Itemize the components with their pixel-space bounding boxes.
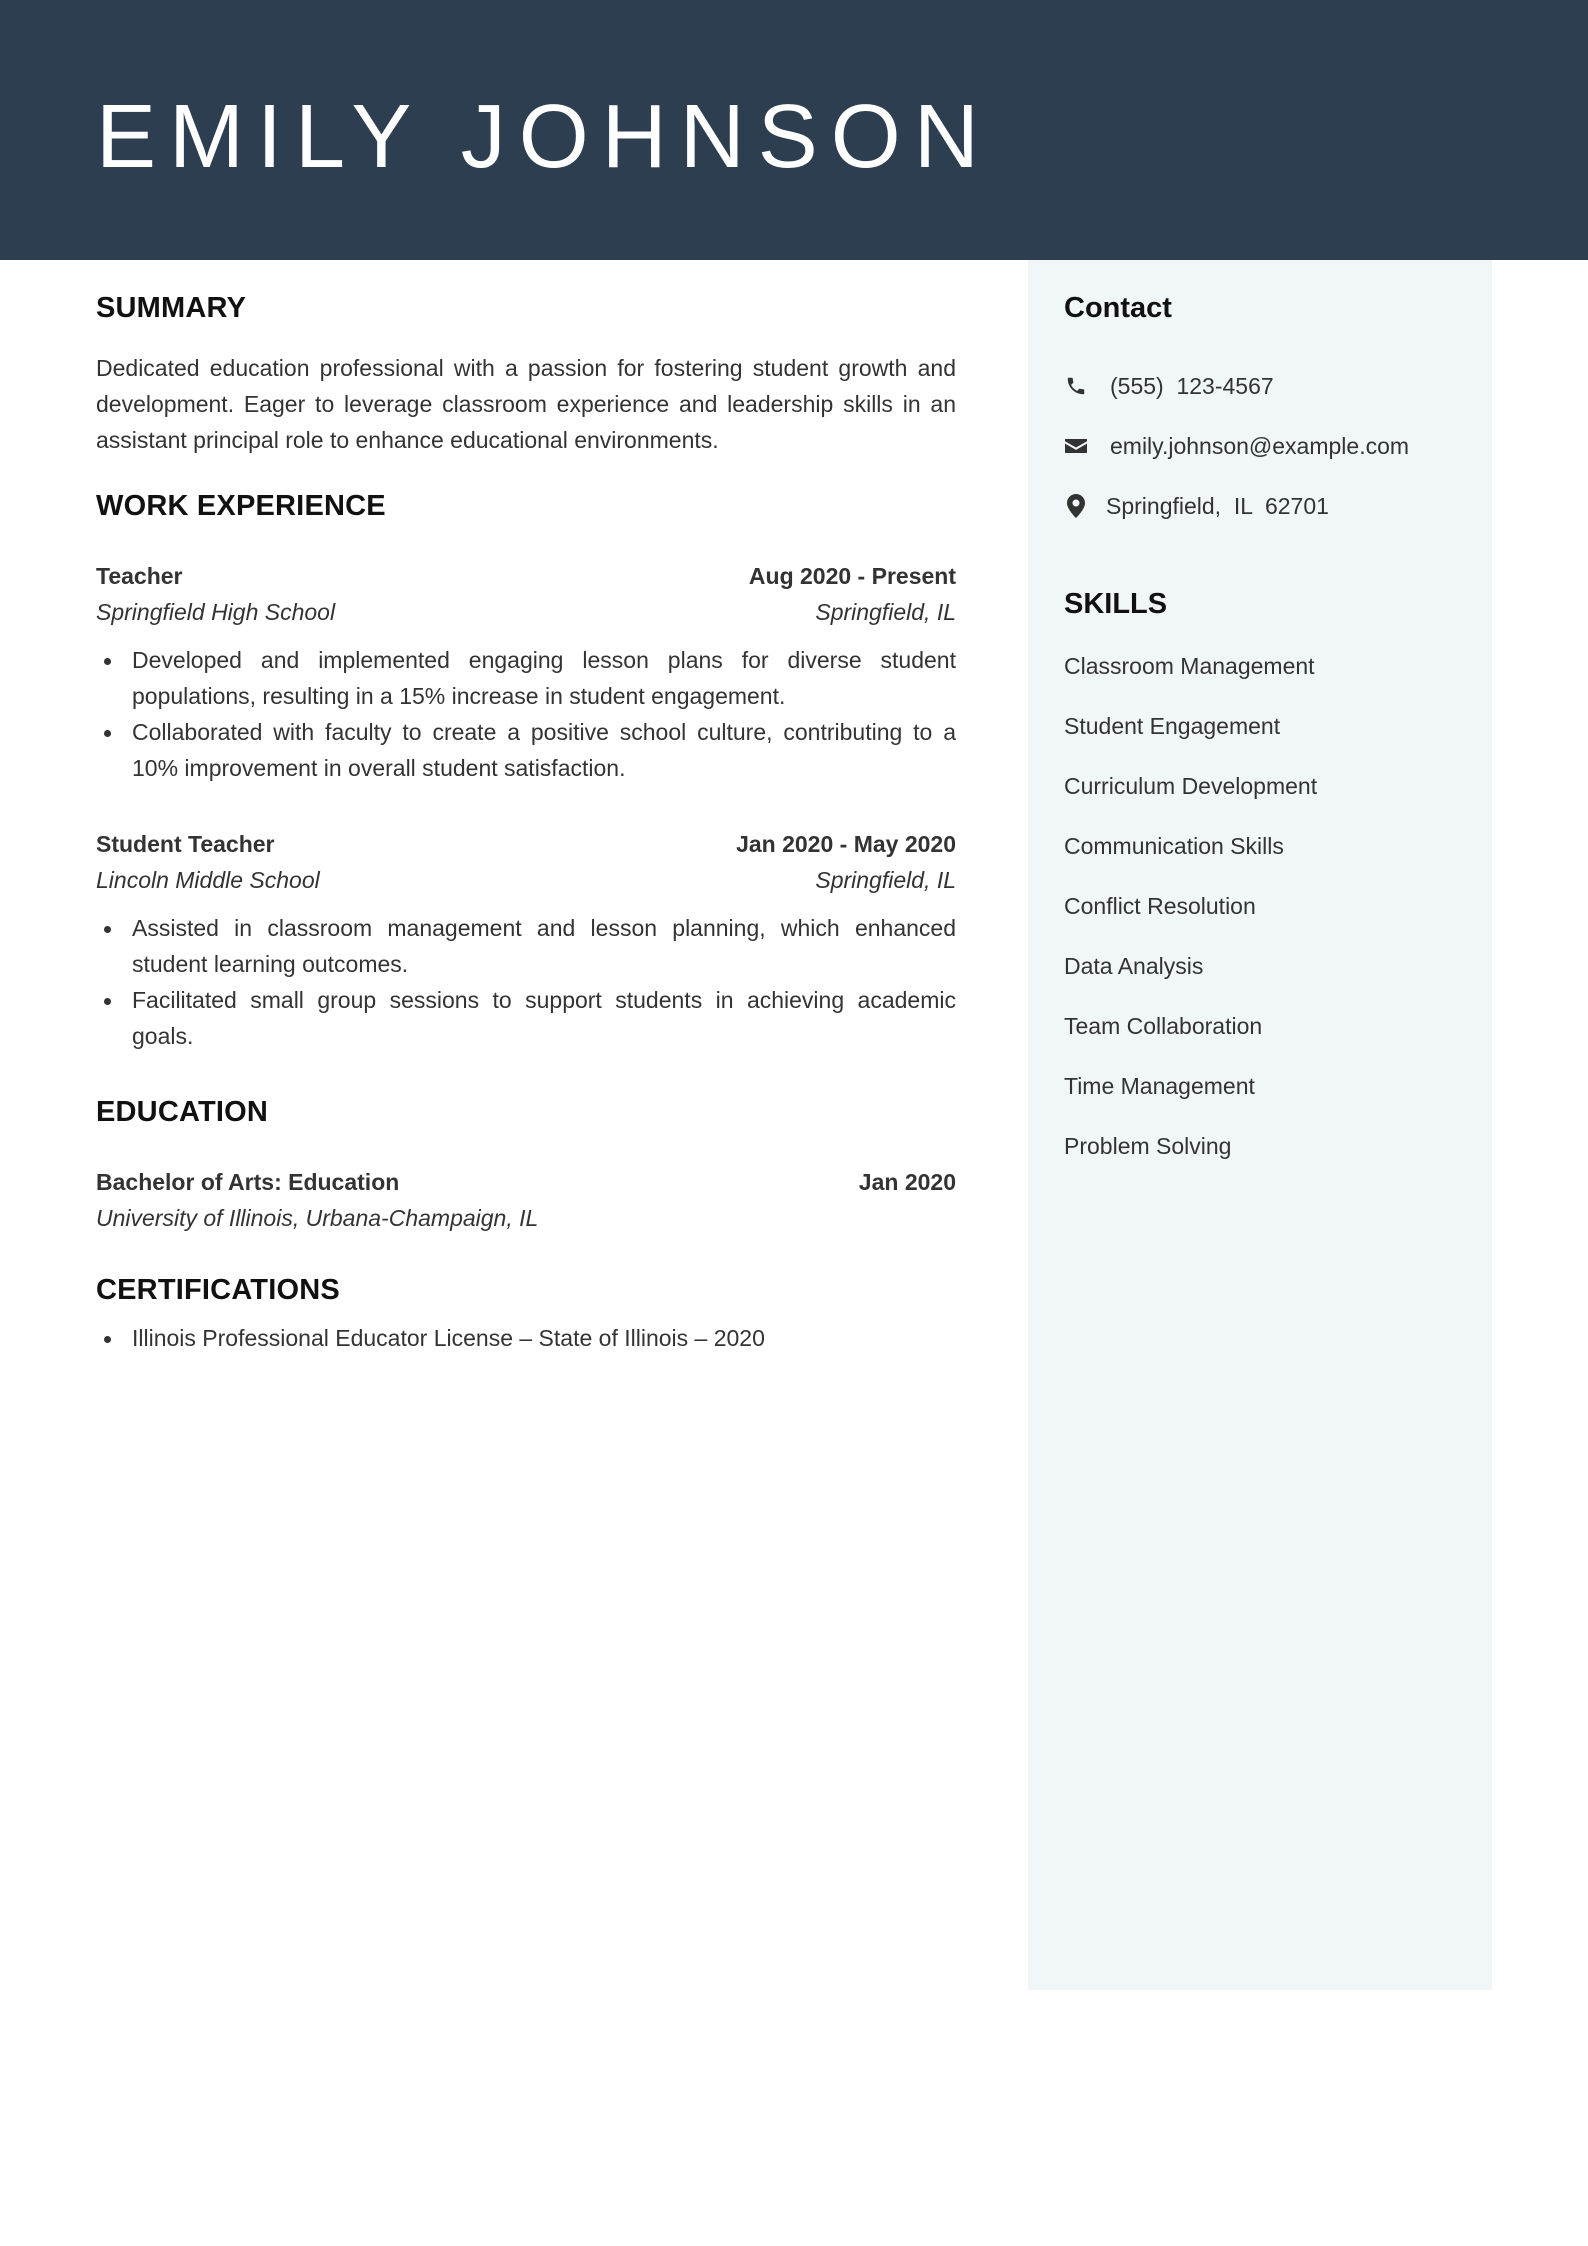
contact-section <box>1064 290 1484 1164</box>
skill-item: Classroom Management <box>1064 653 1315 679</box>
education-degree: Bachelor of Arts: Education <box>96 1169 400 1195</box>
job-title: Student Teacher <box>96 831 275 857</box>
education-section <box>96 1094 956 1236</box>
contact-location <box>1064 488 1484 524</box>
job-dates: Jan 2020 - May 2020 <box>736 831 956 857</box>
job-bullet: Facilitated small group sessions to support students in achieving academic goals. <box>96 982 956 1054</box>
skill-item: Team Collaboration <box>1064 1013 1263 1039</box>
job-bullet: Developed and implemented engaging lesson plans for diverse student populations, resulting in a 15% increase in student engagement. <box>96 642 956 714</box>
skill-item: Conflict Resolution <box>1064 893 1256 919</box>
certifications-list <box>96 1320 956 1356</box>
skill-item: Student Engagement <box>1064 713 1281 739</box>
education-school: University of Illinois, Urbana-Champaign, IL <box>96 1205 539 1231</box>
job-bullets <box>96 910 956 1054</box>
contact-email <box>1064 428 1484 464</box>
map-pin-icon <box>1064 494 1088 518</box>
skills-heading: SKILLS <box>1064 588 1168 620</box>
summary-heading: SUMMARY <box>96 292 247 324</box>
skill-item: Time Management <box>1064 1073 1255 1099</box>
job-location: Springfield, IL <box>815 599 956 625</box>
education-date: Jan 2020 <box>858 1169 956 1195</box>
skill-item: Communication Skills <box>1064 833 1284 859</box>
job-title: Teacher <box>96 563 183 589</box>
education-heading: EDUCATION <box>96 1096 269 1128</box>
job-company: Lincoln Middle School <box>96 867 320 893</box>
skills-list <box>1064 648 1484 1164</box>
contact-heading: Contact <box>1064 292 1172 324</box>
job-dates: Aug 2020 - Present <box>748 563 956 589</box>
main-column <box>96 290 956 1356</box>
phone-text: (555) 123-4567 <box>1110 372 1274 399</box>
skill-item: Data Analysis <box>1064 953 1204 979</box>
envelope-icon <box>1064 434 1088 458</box>
work-experience-section <box>96 488 956 1054</box>
phone-icon <box>1064 374 1088 398</box>
job-company: Springfield High School <box>96 599 336 625</box>
certifications-section <box>96 1272 956 1356</box>
certification-item: Illinois Professional Educator License – State of Illinois – 2020 <box>96 1320 956 1356</box>
contact-phone <box>1064 368 1484 404</box>
job-location: Springfield, IL <box>815 867 956 893</box>
summary-section <box>96 290 956 458</box>
work-experience-heading: WORK EXPERIENCE <box>96 490 386 522</box>
skill-item: Curriculum Development <box>1064 773 1318 799</box>
job-bullets <box>96 642 956 786</box>
job-entry <box>96 558 956 786</box>
header-banner <box>0 0 1588 260</box>
summary-text: Dedicated education professional with a passion for fostering student growth and development. Eager to leverage classroom experience and leadership skills in an assistant principal role to enhance educational environments. <box>96 355 956 453</box>
location-text: Springfield, IL 62701 <box>1106 492 1329 519</box>
job-bullet: Assisted in classroom management and lesson planning, which enhanced student learning outcomes. <box>96 910 956 982</box>
job-entry <box>96 826 956 1054</box>
email-text[interactable]: emily.johnson@example.com <box>1110 432 1410 459</box>
candidate-name: EMILY JOHNSON <box>96 87 992 187</box>
certifications-heading: CERTIFICATIONS <box>96 1274 340 1306</box>
skill-item: Problem Solving <box>1064 1133 1232 1159</box>
job-bullet: Collaborated with faculty to create a positive school culture, contributing to a 10% improvement in overall student satisfaction. <box>96 714 956 786</box>
